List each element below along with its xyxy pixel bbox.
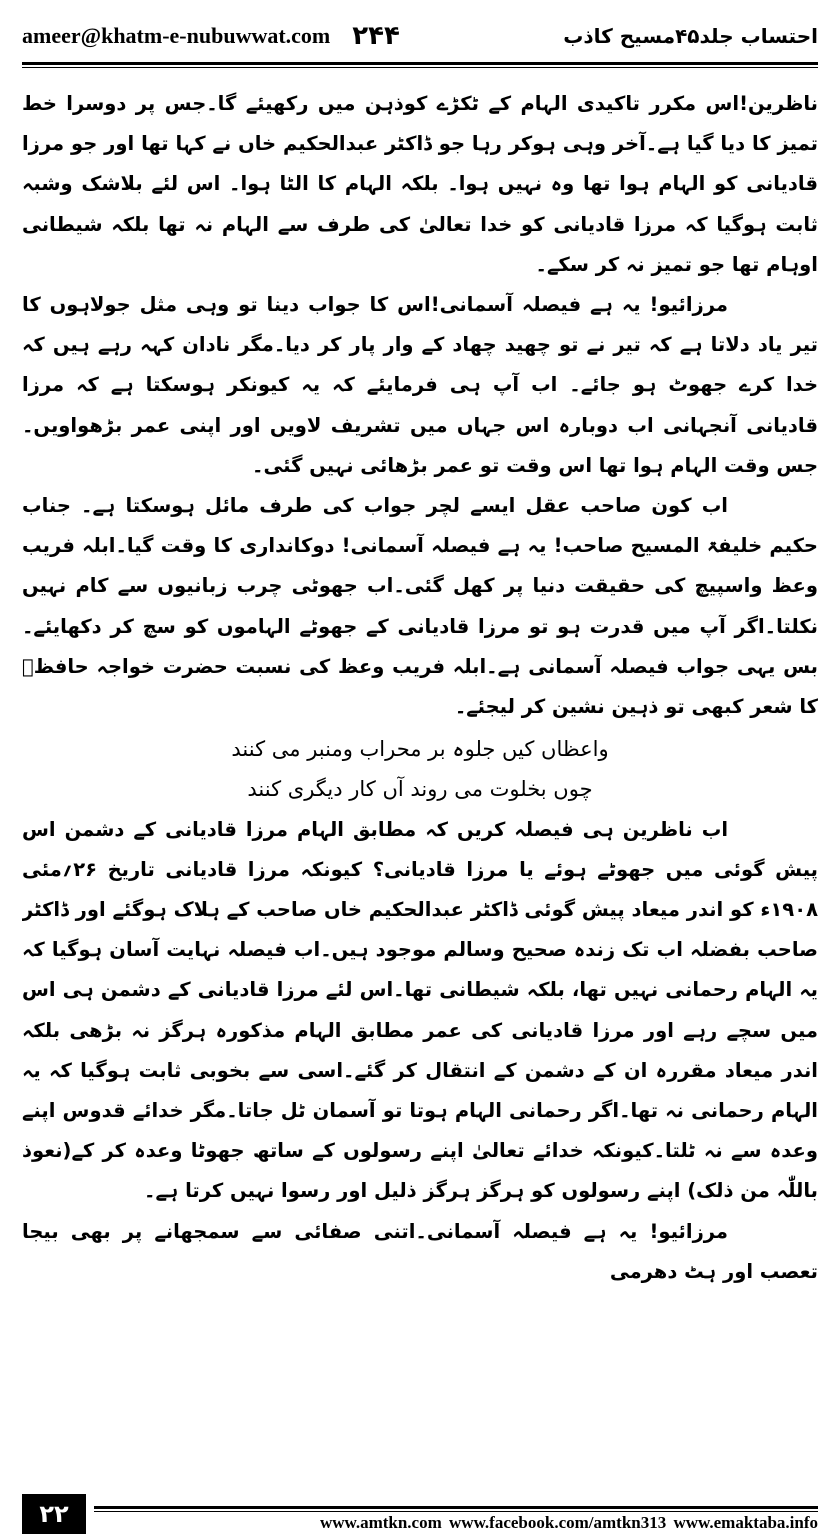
header-page-number: ۲۴۴ <box>352 21 400 51</box>
paragraph-2: مرزائیو! یہ ہے فیصلہ آسمانی!اس کا جواب دینا تو وہی مثل جولاہوں کا تیر یاد دلاتا ہے کہ تیر نے تو چھید چھاد کے وار پار کر دیا۔مگر نادان کہہ رہے ہیں کہ خدا کرے جھوٹ ہو جائے۔ اب آپ ہی فرمایئے کہ یہ کیونکر ہوسکتا ہے کہ مرزا قادیانی آنجہانی اب دوبارہ اس جہاں میں تشریف لاویں اور اپنی عمر بڑھواویں۔جس وقت الہام ہوا تھا اس وقت تو عمر بڑھائی نہیں گئی۔ <box>22 293 818 477</box>
paragraph-5: مرزائیو! یہ ہے فیصلہ آسمانی۔اتنی صفائی سے سمجھانے پر بھی بیجا تعصب اور ہٹ دھرمی <box>22 1219 818 1283</box>
header-left <box>22 21 400 51</box>
footer-rule-thin <box>94 1511 818 1512</box>
footer-rule <box>94 1506 818 1509</box>
paragraph-3: اب کون صاحب عقل ایسے لچر جواب کی طرف مائل ہوسکتا ہے۔ جناب حکیم خلیفۃ المسیح صاحب! یہ ہے فیصلہ آسمانی! دوکانداری کا وقت گیا۔ابلہ فریب وعظ واسپیچ کی حقیقت دنیا پر کھل گئی۔اب جھوٹی چرب زبانیوں سے کام نہیں نکلتا۔اگر آپ میں قدرت ہو تو مرزا قادیانی کے جھوٹے الہاموں کو سچ کر دکھایئے۔بس یہی جواب فیصلہ آسمانی ہے۔ابلہ فریب وعظ کی نسبت حضرت خواجہ حافظؒ کا شعر کبھی تو ذہین نشین کر لیجئے۔ <box>22 494 818 719</box>
header-email[interactable]: ameer@khatm-e-nubuwwat.com <box>22 23 331 48</box>
header-rule <box>22 62 818 65</box>
page-body <box>22 84 818 1484</box>
footer-links[interactable]: www.amtkn.com www.facebook.com/amtkn313 www.emaktaba.info <box>319 1513 818 1532</box>
header-rule-thin <box>22 67 818 68</box>
paragraph-4: اب ناظرین ہی فیصلہ کریں کہ مطابق الہام مرزا قادیانی کے دشمن اس پیش گوئی میں جھوٹے ہوئے یا مرزا قادیانی؟ کیونکہ مرزا قادیانی تاریخ ۲۶؍مئی ۱۹۰۸ء کو اندر میعاد پیش گوئی ڈاکٹر عبدالحکیم خاں صاحب کے ہلاک ہوگئے اور ڈاکٹر صاحب بفضلہ اب تک زندہ صحیح وسالم موجود ہیں۔اب فیصلہ نہایت آسان ہوگیا کہ یہ الہام رحمانی نہیں تھا، بلکہ شیطانی تھا۔اس لئے مرزا قادیانی کے دشمن ہی اس میں سچے رہے اور مرزا قادیانی کی عمر مطابق الہام مذکورہ ہرگز نہ بڑھی بلکہ اندر میعاد مقررہ ان کے دشمن کے انتقال کر گئے۔اسی سے بخوبی ثابت ہوگیا کہ یہ الہام رحمانی نہ تھا۔اگر رحمانی الہام ہوتا تو آسمان ٹل جاتا۔مگر خدائے قدوس اپنے وعدہ سے نہ ٹلتا۔کیونکہ خدائے تعالیٰ اپنے رسولوں کے ساتھ جھوٹا وعدہ کر کے(نعوذ باللّٰہ من ذلک) اپنے رسولوں کو ہرگز ہرگز ذلیل اور رسوا نہیں کرتا ہے۔ <box>22 817 818 1203</box>
header-book-title: احتساب جلد۴۵مسیح کاذب <box>563 24 818 48</box>
verse-line-1: واعظاں کیں جلوہ بر محراب ومنبر می کنند <box>231 737 609 762</box>
page-header <box>22 14 818 58</box>
page-footer <box>22 1494 818 1534</box>
footer-page-number: ۲۲ <box>22 1494 86 1534</box>
paragraph-1: ناظرین!اس مکرر تاکیدی الہام کے ٹکڑے کوذہن میں رکھیئے گا۔جس پر دوسرا خط تمیز کا دیا گیا ہے۔آخر وہی ہوکر رہا جو ڈاکٹر عبدالحکیم خاں نے کہا تھا اور جو مرزا قادیانی کو الہام ہوا تھا وہ نہیں ہوا۔ بلکہ الہام کا الٹا ہوا۔ اس لئے بلاشک وشبہ ثابت ہوگیا کہ مرزا قادیانی کو خدا تعالیٰ کی طرف سے الہام نہ تھا بلکہ شیطانی اوہام تھا جو تمیز نہ کر سکے۔ <box>22 92 818 276</box>
verse-line-2: چوں بخلوت می روند آں کار دیگری کنند <box>247 777 593 802</box>
